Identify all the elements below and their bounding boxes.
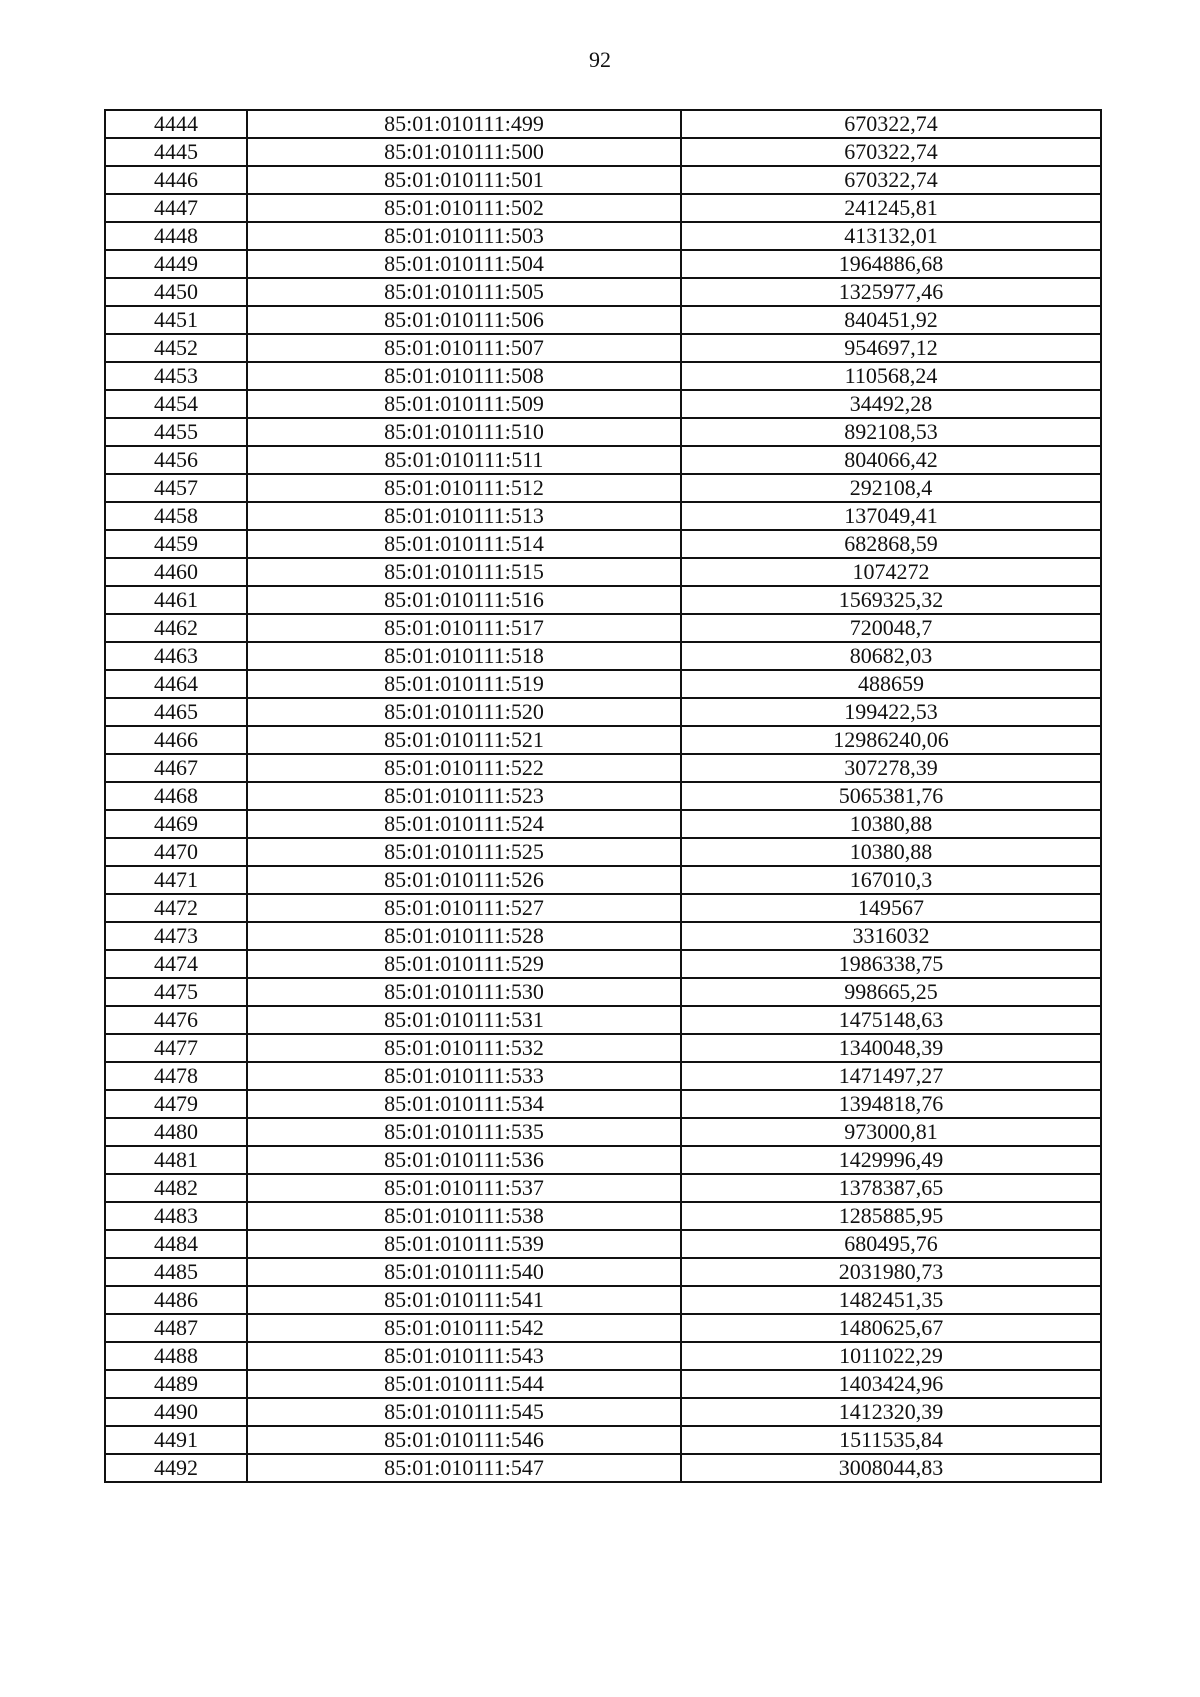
row-number-cell: 4486: [105, 1286, 247, 1314]
value-cell: 1471497,27: [681, 1062, 1101, 1090]
row-number-cell: 4492: [105, 1454, 247, 1482]
value-cell: 998665,25: [681, 978, 1101, 1006]
row-number-cell: 4483: [105, 1202, 247, 1230]
row-number-cell: 4482: [105, 1174, 247, 1202]
table-row: [105, 1202, 1101, 1230]
table-row: [105, 726, 1101, 754]
value-cell: 1403424,96: [681, 1370, 1101, 1398]
value-cell: 10380,88: [681, 810, 1101, 838]
row-number-cell: 4445: [105, 138, 247, 166]
cadastral-number-cell: 85:01:010111:509: [247, 390, 681, 418]
table-row: [105, 1426, 1101, 1454]
table-row: [105, 642, 1101, 670]
value-cell: 12986240,06: [681, 726, 1101, 754]
table-row: [105, 1454, 1101, 1482]
row-number-cell: 4446: [105, 166, 247, 194]
table-row: [105, 810, 1101, 838]
row-number-cell: 4473: [105, 922, 247, 950]
cadastral-number-cell: 85:01:010111:529: [247, 950, 681, 978]
row-number-cell: 4466: [105, 726, 247, 754]
cadastral-number-cell: 85:01:010111:545: [247, 1398, 681, 1426]
table-row: [105, 558, 1101, 586]
value-cell: 137049,41: [681, 502, 1101, 530]
cadastral-number-cell: 85:01:010111:517: [247, 614, 681, 642]
row-number-cell: 4489: [105, 1370, 247, 1398]
cadastral-number-cell: 85:01:010111:539: [247, 1230, 681, 1258]
value-cell: 1511535,84: [681, 1426, 1101, 1454]
table-row: [105, 362, 1101, 390]
row-number-cell: 4453: [105, 362, 247, 390]
table-row: [105, 502, 1101, 530]
cadastral-number-cell: 85:01:010111:506: [247, 306, 681, 334]
value-cell: 307278,39: [681, 754, 1101, 782]
value-cell: 1475148,63: [681, 1006, 1101, 1034]
value-cell: 720048,7: [681, 614, 1101, 642]
table-row: [105, 1174, 1101, 1202]
row-number-cell: 4480: [105, 1118, 247, 1146]
cadastral-number-cell: 85:01:010111:547: [247, 1454, 681, 1482]
table-row: [105, 446, 1101, 474]
value-cell: 3316032: [681, 922, 1101, 950]
value-cell: 167010,3: [681, 866, 1101, 894]
table-row: [105, 1006, 1101, 1034]
cadastral-number-cell: 85:01:010111:526: [247, 866, 681, 894]
row-number-cell: 4467: [105, 754, 247, 782]
value-cell: 1285885,95: [681, 1202, 1101, 1230]
cadastral-number-cell: 85:01:010111:516: [247, 586, 681, 614]
value-cell: 680495,76: [681, 1230, 1101, 1258]
cadastral-number-cell: 85:01:010111:528: [247, 922, 681, 950]
table-row: [105, 1314, 1101, 1342]
cadastral-number-cell: 85:01:010111:532: [247, 1034, 681, 1062]
table-row: [105, 222, 1101, 250]
cadastral-number-cell: 85:01:010111:520: [247, 698, 681, 726]
cadastral-number-cell: 85:01:010111:501: [247, 166, 681, 194]
table-row: [105, 1118, 1101, 1146]
row-number-cell: 4463: [105, 642, 247, 670]
row-number-cell: 4456: [105, 446, 247, 474]
row-number-cell: 4468: [105, 782, 247, 810]
page-number: 92: [589, 47, 611, 72]
cadastral-number-cell: 85:01:010111:544: [247, 1370, 681, 1398]
cadastral-number-cell: 85:01:010111:514: [247, 530, 681, 558]
cadastral-number-cell: 85:01:010111:524: [247, 810, 681, 838]
cadastral-number-cell: 85:01:010111:540: [247, 1258, 681, 1286]
table-row: [105, 1286, 1101, 1314]
table-row: [105, 1370, 1101, 1398]
table-row: [105, 138, 1101, 166]
table-row: [105, 194, 1101, 222]
table-row: [105, 530, 1101, 558]
value-cell: 840451,92: [681, 306, 1101, 334]
table-row: [105, 1146, 1101, 1174]
cadastral-number-cell: 85:01:010111:533: [247, 1062, 681, 1090]
table-row: [105, 1342, 1101, 1370]
row-number-cell: 4484: [105, 1230, 247, 1258]
cadastral-number-cell: 85:01:010111:500: [247, 138, 681, 166]
value-cell: 488659: [681, 670, 1101, 698]
value-cell: 1429996,49: [681, 1146, 1101, 1174]
cadastral-number-cell: 85:01:010111:522: [247, 754, 681, 782]
cadastral-number-cell: 85:01:010111:502: [247, 194, 681, 222]
cadastral-number-cell: 85:01:010111:530: [247, 978, 681, 1006]
row-number-cell: 4447: [105, 194, 247, 222]
table-row: [105, 1034, 1101, 1062]
row-number-cell: 4455: [105, 418, 247, 446]
table-row: [105, 586, 1101, 614]
value-cell: 682868,59: [681, 530, 1101, 558]
table-row: [105, 754, 1101, 782]
table-row: [105, 110, 1101, 138]
value-cell: 413132,01: [681, 222, 1101, 250]
row-number-cell: 4460: [105, 558, 247, 586]
cadastral-number-cell: 85:01:010111:519: [247, 670, 681, 698]
cadastral-number-cell: 85:01:010111:523: [247, 782, 681, 810]
row-number-cell: 4485: [105, 1258, 247, 1286]
table-row: [105, 166, 1101, 194]
table-body: [105, 110, 1101, 1482]
value-cell: 973000,81: [681, 1118, 1101, 1146]
value-cell: 892108,53: [681, 418, 1101, 446]
value-cell: 1378387,65: [681, 1174, 1101, 1202]
value-cell: 5065381,76: [681, 782, 1101, 810]
row-number-cell: 4449: [105, 250, 247, 278]
table-row: [105, 670, 1101, 698]
value-cell: 110568,24: [681, 362, 1101, 390]
value-cell: 1482451,35: [681, 1286, 1101, 1314]
cadastral-number-cell: 85:01:010111:538: [247, 1202, 681, 1230]
cadastral-number-cell: 85:01:010111:511: [247, 446, 681, 474]
cadastral-number-cell: 85:01:010111:503: [247, 222, 681, 250]
cadastral-number-cell: 85:01:010111:508: [247, 362, 681, 390]
value-cell: 1480625,67: [681, 1314, 1101, 1342]
cadastral-number-cell: 85:01:010111:518: [247, 642, 681, 670]
table-row: [105, 950, 1101, 978]
value-cell: 954697,12: [681, 334, 1101, 362]
value-cell: 10380,88: [681, 838, 1101, 866]
value-cell: 1412320,39: [681, 1398, 1101, 1426]
table-row: [105, 894, 1101, 922]
table-row: [105, 334, 1101, 362]
row-number-cell: 4478: [105, 1062, 247, 1090]
table-row: [105, 978, 1101, 1006]
table-row: [105, 614, 1101, 642]
value-cell: 199422,53: [681, 698, 1101, 726]
cadastral-number-cell: 85:01:010111:536: [247, 1146, 681, 1174]
row-number-cell: 4464: [105, 670, 247, 698]
table-row: [105, 1258, 1101, 1286]
table-row: [105, 782, 1101, 810]
row-number-cell: 4461: [105, 586, 247, 614]
table-row: [105, 922, 1101, 950]
table-row: [105, 390, 1101, 418]
value-cell: 1325977,46: [681, 278, 1101, 306]
cadastral-number-cell: 85:01:010111:542: [247, 1314, 681, 1342]
table-row: [105, 866, 1101, 894]
value-cell: 149567: [681, 894, 1101, 922]
cadastral-number-cell: 85:01:010111:505: [247, 278, 681, 306]
value-cell: 1074272: [681, 558, 1101, 586]
cadastral-number-cell: 85:01:010111:499: [247, 110, 681, 138]
table-row: [105, 250, 1101, 278]
row-number-cell: 4465: [105, 698, 247, 726]
cadastral-number-cell: 85:01:010111:525: [247, 838, 681, 866]
cadastral-number-cell: 85:01:010111:527: [247, 894, 681, 922]
value-cell: 804066,42: [681, 446, 1101, 474]
row-number-cell: 4472: [105, 894, 247, 922]
cadastral-number-cell: 85:01:010111:535: [247, 1118, 681, 1146]
row-number-cell: 4459: [105, 530, 247, 558]
value-cell: 1964886,68: [681, 250, 1101, 278]
table-row: [105, 278, 1101, 306]
row-number-cell: 4479: [105, 1090, 247, 1118]
value-cell: 2031980,73: [681, 1258, 1101, 1286]
table-row: [105, 1090, 1101, 1118]
cadastral-number-cell: 85:01:010111:543: [247, 1342, 681, 1370]
row-number-cell: 4487: [105, 1314, 247, 1342]
value-cell: 292108,4: [681, 474, 1101, 502]
value-cell: 34492,28: [681, 390, 1101, 418]
row-number-cell: 4462: [105, 614, 247, 642]
table-row: [105, 418, 1101, 446]
value-cell: 1340048,39: [681, 1034, 1101, 1062]
row-number-cell: 4451: [105, 306, 247, 334]
value-cell: 241245,81: [681, 194, 1101, 222]
row-number-cell: 4476: [105, 1006, 247, 1034]
cadastral-number-cell: 85:01:010111:513: [247, 502, 681, 530]
row-number-cell: 4470: [105, 838, 247, 866]
value-cell: 1011022,29: [681, 1342, 1101, 1370]
cadastral-number-cell: 85:01:010111:546: [247, 1426, 681, 1454]
row-number-cell: 4471: [105, 866, 247, 894]
table-row: [105, 698, 1101, 726]
value-cell: 670322,74: [681, 166, 1101, 194]
value-cell: 80682,03: [681, 642, 1101, 670]
value-cell: 1569325,32: [681, 586, 1101, 614]
value-cell: 1394818,76: [681, 1090, 1101, 1118]
cadastral-number-cell: 85:01:010111:541: [247, 1286, 681, 1314]
row-number-cell: 4488: [105, 1342, 247, 1370]
cadastral-number-cell: 85:01:010111:537: [247, 1174, 681, 1202]
cadastral-number-cell: 85:01:010111:507: [247, 334, 681, 362]
row-number-cell: 4477: [105, 1034, 247, 1062]
table-row: [105, 1062, 1101, 1090]
row-number-cell: 4450: [105, 278, 247, 306]
cadastral-number-cell: 85:01:010111:534: [247, 1090, 681, 1118]
row-number-cell: 4475: [105, 978, 247, 1006]
row-number-cell: 4490: [105, 1398, 247, 1426]
table-row: [105, 838, 1101, 866]
row-number-cell: 4454: [105, 390, 247, 418]
row-number-cell: 4469: [105, 810, 247, 838]
row-number-cell: 4474: [105, 950, 247, 978]
row-number-cell: 4457: [105, 474, 247, 502]
table-row: [105, 474, 1101, 502]
row-number-cell: 4452: [105, 334, 247, 362]
cadastral-number-cell: 85:01:010111:512: [247, 474, 681, 502]
table-row: [105, 306, 1101, 334]
row-number-cell: 4481: [105, 1146, 247, 1174]
row-number-cell: 4458: [105, 502, 247, 530]
row-number-cell: 4444: [105, 110, 247, 138]
table-row: [105, 1398, 1101, 1426]
value-cell: 1986338,75: [681, 950, 1101, 978]
cadastral-number-cell: 85:01:010111:504: [247, 250, 681, 278]
cadastral-number-cell: 85:01:010111:531: [247, 1006, 681, 1034]
table-row: [105, 1230, 1101, 1258]
row-number-cell: 4448: [105, 222, 247, 250]
value-cell: 3008044,83: [681, 1454, 1101, 1482]
cadastral-number-cell: 85:01:010111:515: [247, 558, 681, 586]
row-number-cell: 4491: [105, 1426, 247, 1454]
value-cell: 670322,74: [681, 138, 1101, 166]
cadastral-number-cell: 85:01:010111:510: [247, 418, 681, 446]
cadastral-number-cell: 85:01:010111:521: [247, 726, 681, 754]
value-cell: 670322,74: [681, 110, 1101, 138]
cadastral-table: [104, 109, 1102, 1483]
